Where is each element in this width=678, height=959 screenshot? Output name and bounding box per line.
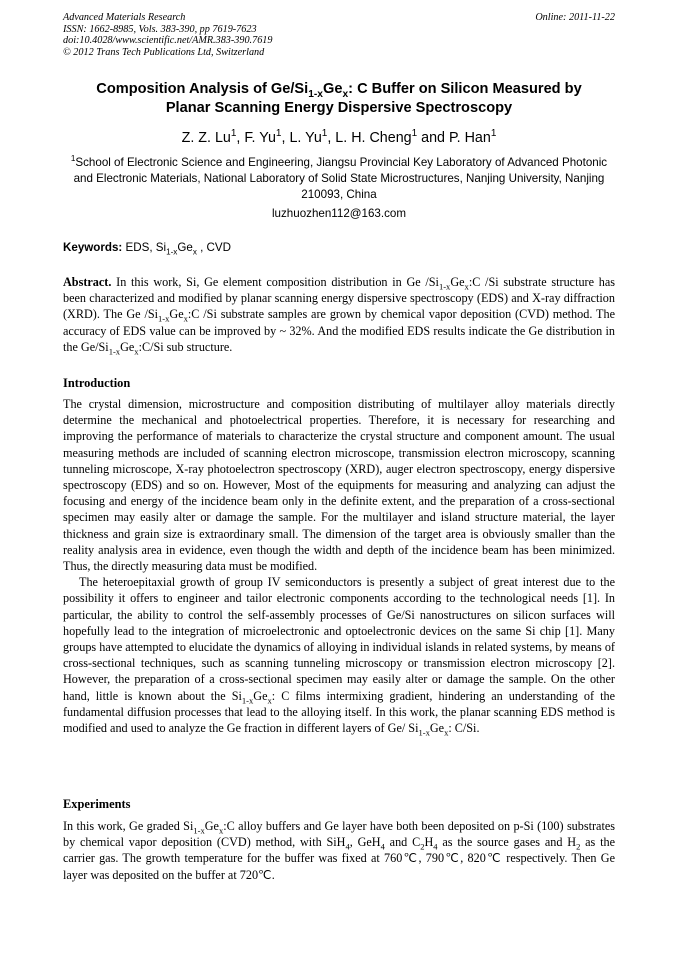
paragraph-subscript: 4 [380,841,385,852]
affiliation-mark: 1 [70,154,76,164]
online-date: Online: 2011-11-22 [535,12,615,23]
author-email: luzhuozhen112@163.com [271,207,407,220]
paragraph-subscript: 2 [576,841,581,852]
abstract-subscript: x [183,313,188,324]
introduction-paragraph-2 [63,574,615,736]
abstract-text: :C/Si sub structure. [138,339,233,354]
author-affiliation-mark: 1 [411,128,418,140]
paragraph-text: :C alloy buffers and Ge layer have both been deposited on p-Si (100) substrates by chemical vapor deposition (CVD) method, with SiH [63,819,616,850]
abstract-paragraph [63,274,615,355]
keywords-subscript: x [192,247,197,257]
keywords-text: Ge [177,241,193,254]
affiliation-text: School of Electronic Science and Engineering, Jiangsu Provincial Key Laboratory of Advanced Photonic and Electronic Materials, National Laboratory of Solid State Microstructures, Nanjing University, Nanjing 210093, China [73,156,608,201]
paragraph-text: H [424,835,434,850]
keywords-label: Keywords: [63,241,123,254]
paragraph-subscript: 1-x [241,695,254,706]
paragraph-text: In this work, Ge graded Si [63,819,194,833]
section-heading-introduction: Introduction [63,376,131,390]
abstract-text: :C /Si substrate samples are grown by chemical vapor deposition (CVD) method. The accuracy of EDS value can be improved by ~ 32%. And the modified EDS results indicate the Ge distribution in the Ge/Si [63,307,615,354]
abstract-text: Ge [450,275,465,289]
introduction-section [63,396,615,736]
abstract-text: Ge [169,307,184,322]
paragraph-text: Ge [204,819,219,833]
doi-line: doi:10.4028/www.scientific.net/AMR.383-390.7619 [63,35,273,47]
paragraph-subscript: 4 [345,841,350,852]
paragraph-text: and C [384,835,421,850]
author-separator: , [327,130,336,146]
keywords-text: EDS, Si [122,241,167,254]
introduction-paragraph-1: The crystal dimension, microstructure and composition distributing of multilayer alloy materials directly determine the mechanical and photoelectrical properties. Therefore, it is necessary for researching and improving the performance of materials to characterize the crystal structure and component amount. The usual measuring methods are included of scanning electron microscope, transmission electron microscopy, scanning tunneling microscope, X-ray photoelectron spectroscopy (XRD), auger electron spectroscopy, energy dispersive spectroscopy (EDS) and so on. However, Most of the equipments for measuring and analyzing can adjust the focusing and energy of the incidence beam only in the definite extent, and the preparation of a cross-sectional specimen may easily alter or damage the sample. For the multilayer and island structure material, the layer thickness and grain size is extraordinary small. The dimension of the target area is obviously smaller than the reality analysis area in evidence, even though the width and depth of the incidence beam has been minimized. Thus, the directly measuring data must be modified. [63,397,615,574]
author-name: L. Yu [289,130,322,146]
abstract-subscript: x [464,281,469,292]
paragraph-subscript: 1-x [193,825,205,836]
author-affiliation-mark: 1 [490,128,497,140]
abstract-text: :C /Si substrate structure has been characterized and modified by planar scanning energy dispersive spectroscopy (EDS) and X-ray diffraction (XRD). The Ge /Si [63,275,615,322]
author-name: Z. Z. Lu [181,130,231,146]
paragraph-text: : C/Si. [448,721,480,736]
abstract-label: Abstract. [63,275,112,289]
paragraph-subscript: 1-x [418,727,430,738]
paragraph-text: Ge [253,688,268,703]
keywords-line [63,240,615,255]
abstract-subscript: 1-x [438,281,451,292]
author-separator: , [236,130,245,146]
author-affiliation-mark: 1 [230,128,237,140]
title-text: Composition Analysis of Ge/Si [96,81,309,97]
paragraph-text: , GeH [349,835,381,850]
abstract-text: Ge [120,339,135,354]
paragraph-subscript: x [444,727,449,738]
author-separator: , [281,130,290,146]
issn-line: ISSN: 1662-8985, Vols. 383-390, pp 7619-7623 [63,23,257,35]
paragraph-subscript: x [218,825,224,836]
paragraph-text: : C films intermixing gradient, hindering an understanding of the fundamental diffusion processes that lead to the alloying itself. In this work, the planar scanning EDS method is modified and used to analyze the Ge fraction in different layers of Ge/ Si [63,688,616,736]
abstract-subscript: 1-x [158,313,170,324]
title-subscript: x [342,88,349,100]
paragraph-subscript: 2 [420,841,425,852]
author-name: P. Han [448,130,491,146]
paragraph-subscript: x [267,695,272,706]
title-subscript: 1-x [308,88,323,100]
paragraph-text: Ge [429,721,445,736]
author-affiliation [70,155,608,203]
author-affiliation-mark: 1 [321,128,328,140]
keywords-text: , CVD [196,241,232,254]
author-list [60,129,618,147]
paragraph-subscript: 4 [433,841,438,852]
paragraph-text: as the source gases and H [437,835,577,850]
section-heading-experiments: Experiments [63,797,131,811]
journal-name: Advanced Materials Research [63,12,186,23]
author-name: L. H. Cheng [335,130,412,146]
paper-title [60,80,618,118]
paragraph-text: as the carrier gas. The growth temperature for the buffer was fixed at 760℃, 790℃, 820℃ respectively. Then Ge layer was deposited on the buffer at 720℃. [63,835,615,882]
journal-header [63,12,615,58]
author-name: F. Yu [244,130,276,146]
abstract-text: In this work, Si, Ge element composition distribution in Ge /Si [111,275,439,289]
title-text: : C Buffer on Silicon Measured by [348,81,582,97]
title-text: Ge [323,81,343,97]
keywords-subscript: 1-x [166,247,178,257]
experiments-section [63,818,615,883]
paragraph-text: The heteroepitaxial growth of group IV semiconductors is presently a subject of great interest due to the possibility it offers to engineer and tailor electronic components according to the technological needs [1]. In particular, the ability to control the self-assembly processes of Ge/Si nanostructures on silicon surfaces will hopefully lead to the integration of microelectronic and optoelectronic devices on the same Si chip [1]. Many groups have attempted to elucidate the dynamics of alloying in individual islands in related systems, by means of cross-sectional techniques, such as scanning tunneling microscopy or transmission electron microscopy [2]. However, the preparation of a cross-sectional specimen may easily alter or damage the sample. On the other hand, little is known about the Si [63,575,615,703]
abstract-subscript: 1-x [108,346,121,357]
copyright-line: © 2012 Trans Tech Publications Ltd, Switzerland [63,46,265,58]
experiments-paragraph [63,818,615,883]
author-separator: and [417,130,449,146]
abstract-subscript: x [134,346,139,357]
author-affiliation-mark: 1 [275,128,282,140]
title-text: Planar Scanning Energy Dispersive Spectroscopy [165,100,513,116]
